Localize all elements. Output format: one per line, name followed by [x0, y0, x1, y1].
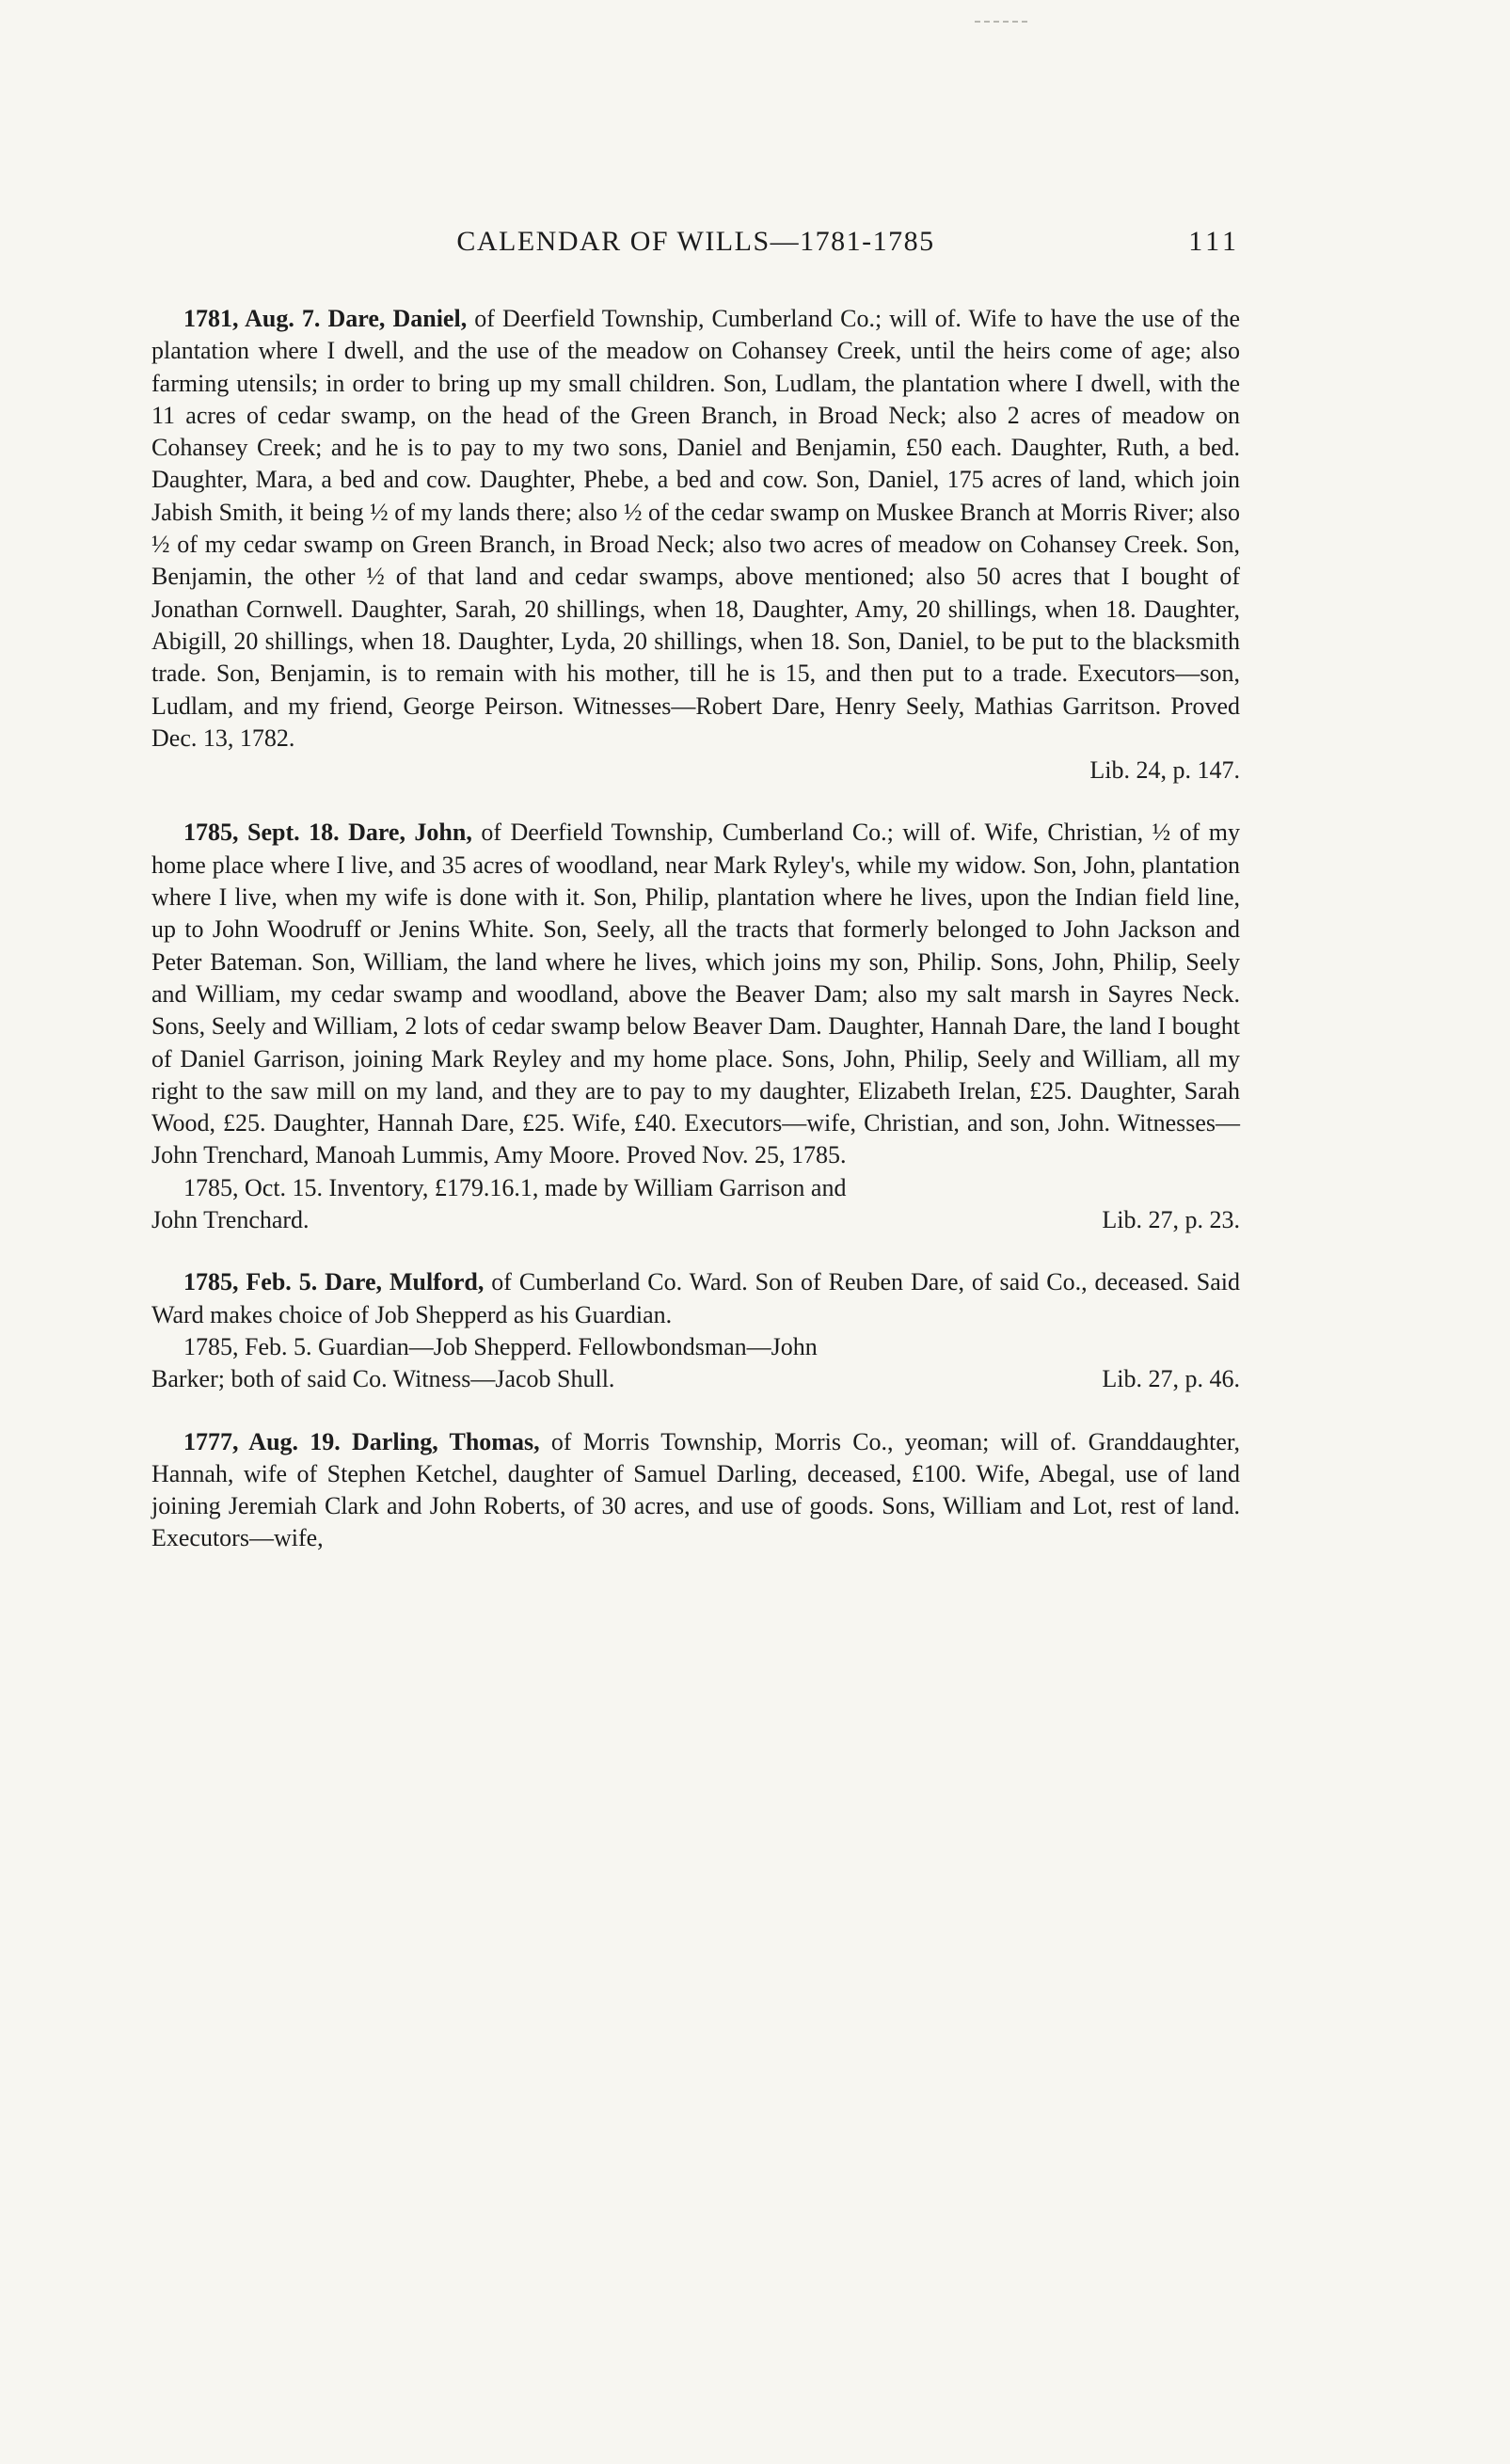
will-entry-darling-thomas	[151, 1426, 1240, 1555]
entry-paragraph	[151, 817, 1240, 1171]
entry-paragraph	[151, 1426, 1240, 1555]
library-reference: Lib. 27, p. 46.	[1102, 1365, 1240, 1393]
entry-date: 1785, Sept. 18.	[183, 819, 340, 847]
entry-name: Dare, John,	[348, 819, 472, 847]
running-title: CALENDAR OF WILLS—1781-1785	[456, 226, 935, 257]
library-reference: Lib. 27, p. 23.	[1102, 1206, 1240, 1234]
entry-paragraph	[151, 303, 1240, 755]
inventory-note: 1785, Oct. 15. Inventory, £179.16.1, made by William Garrison and	[183, 1173, 847, 1201]
inventory-note-end: John Trenchard.	[151, 1206, 310, 1234]
entry-date: 1785, Feb. 5.	[183, 1268, 318, 1296]
entry-paragraph	[151, 1266, 1240, 1331]
entry-name: Darling, Thomas,	[352, 1427, 540, 1455]
entry-text: of Deerfield Township, Cumberland Co.; will of. Wife to have the use of the plantation where I dwell, and the use of the meadow on Cohansey Creek, until the heirs come of age; also farming utensils; in order to bring up my small children. Son, Ludlam, the plantation where I dwell, with the 11 acres of cedar swamp, on the head of the Green Branch, in Broad Neck; also 2 acres of meadow on Cohansey Creek; and he is to pay to my two sons, Daniel and Benjamin, £50 each. Daughter, Ruth, a bed. Daughter, Mara, a bed and cow. Daughter, Phebe, a bed and cow. Son, Daniel, 175 acres of land, which join Jabish Smith, it being ½ of my lands there; also ½ of the cedar swamp on Muskee Branch at Morris River; also ½ of my cedar swamp on Green Branch, in Broad Neck; also two acres of meadow on Cohansey Creek. Son, Benjamin, the other ½ of that land and cedar swamps, above mentioned; also 50 acres that I bought of Jonathan Cornwell. Daughter, Sarah, 20 shillings, when 18, Daughter, Amy, 20 shillings, when 18. Daughter, Abigill, 20 shillings, when 18. Daughter, Lyda, 20 shillings, when 18. Son, Daniel, to be put to the blacksmith trade. Son, Benjamin, is to remain with his mother, till he is 15, and then put to a trade. Executors—son, Ludlam, and my friend, George Peirson. Witnesses—Robert Dare, Henry Seely, Mathias Garritson. Proved Dec. 13, 1782.	[151, 305, 1240, 752]
guardian-note-end: Barker; both of said Co. Witness—Jacob Shull.	[151, 1365, 615, 1393]
entry-date: 1777, Aug. 19.	[183, 1427, 341, 1455]
entry-text: of Deerfield Township, Cumberland Co.; will of. Wife, Christian, ½ of my home place where I live, and 35 acres of woodland, near Mark Ryley's, while my widow. Son, John, plantation where I live, when my wife is done with it. Son, Philip, plantation where he lives, upon the Indian field line, up to John Woodruff or Jenins White. Son, Seely, all the tracts that formerly belonged to John Jackson and Peter Bateman. Son, William, the land where he lives, which joins my son, Philip. Sons, John, Philip, Seely and William, my cedar swamp and woodland, above the Beaver Dam; also my salt marsh in Sayres Neck. Sons, Seely and William, 2 lots of cedar swamp below Beaver Dam. Daughter, Hannah Dare, the land I bought of Daniel Garrison, joining Mark Reyley and my home place. Sons, John, Philip, Seely and William, all my right to the saw mill on my land, and they are to pay to my daughter, Elizabeth Irelan, £25. Daughter, Sarah Wood, £25. Daughter, Hannah Dare, £25. Wife, £40. Executors—wife, Christian, and son, John. Witnesses—John Trenchard, Manoah Lummis, Amy Moore. Proved Nov. 25, 1785.	[151, 819, 1241, 1169]
entry-text: of Cumberland Co. Ward. Son of Reuben Dare, of said Co., deceased. Said Ward makes choice of Job Shepperd as his Guardian.	[151, 1268, 1241, 1328]
reference-line	[151, 1204, 1240, 1236]
page-number: 111	[1188, 226, 1240, 257]
reference-line	[151, 1363, 1240, 1395]
will-entry-dare-daniel	[151, 303, 1240, 787]
entry-name: Dare, Mulford,	[325, 1268, 485, 1296]
library-reference: Lib. 24, p. 147.	[1089, 756, 1240, 785]
document-body	[151, 303, 1240, 1585]
entry-name: Dare, Daniel,	[327, 305, 468, 332]
guardian-note: 1785, Feb. 5. Guardian—Job Shepperd. Fellowbondsman—John	[183, 1332, 818, 1360]
page-edge-mark	[975, 21, 1027, 23]
entry-text: of Morris Township, Morris Co., yeoman; will of. Granddaughter, Hannah, wife of Stephen Ketchel, daughter of Samuel Darling, deceased, £100. Wife, Abegal, use of land joining Jeremiah Clark and John Roberts, of 30 acres, and use of goods. Sons, William and Lot, rest of land. Executors—wife,	[151, 1427, 1240, 1552]
page-header	[151, 216, 1240, 273]
will-entry-dare-john	[151, 817, 1240, 1236]
will-entry-dare-mulford	[151, 1266, 1240, 1395]
entry-date: 1781, Aug. 7.	[183, 305, 321, 332]
